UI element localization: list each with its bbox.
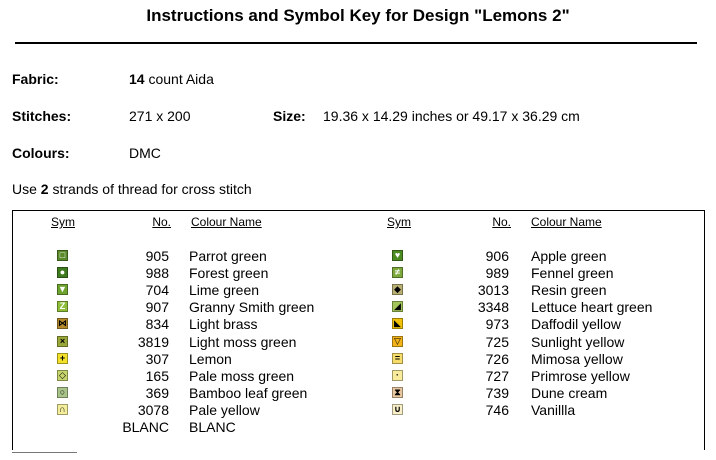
- thread-number: 704: [145, 282, 169, 299]
- page-bottom-rule: [12, 452, 77, 453]
- size-label: Size:: [273, 108, 306, 124]
- thread-number: 726: [485, 350, 509, 367]
- header-sym-right: Sym: [387, 215, 411, 229]
- colour-name: Light brass: [189, 316, 258, 333]
- stitch-symbol-icon: ○: [57, 387, 68, 398]
- stitch-symbol-icon: ♥: [392, 250, 403, 261]
- stitch-symbol-icon: ◢: [392, 301, 403, 312]
- symbol-key-row: [13, 385, 704, 402]
- colour-name: Lemon: [189, 350, 232, 367]
- colour-name: Light moss green: [189, 333, 297, 350]
- header-no-right: No.: [492, 215, 511, 229]
- colour-name: Fennel green: [531, 265, 614, 282]
- colour-name: Granny Smith green: [189, 299, 315, 316]
- fabric-value: [129, 71, 214, 87]
- symbol-key-row: [13, 368, 704, 385]
- stitch-symbol-icon: ⧗: [392, 387, 403, 398]
- stitch-symbol-icon: ◆: [392, 284, 403, 295]
- instruction-prefix: Use: [12, 181, 41, 197]
- size-value: 19.36 x 14.29 inches or 49.17 x 36.29 cm: [323, 108, 580, 124]
- colour-name: Primrose yellow: [531, 367, 630, 384]
- symbol-key-row: [13, 419, 704, 436]
- colour-name: Parrot green: [189, 248, 267, 264]
- header-no-left: No.: [152, 215, 171, 229]
- stitch-symbol-icon: ≠: [392, 267, 403, 278]
- thread-number: 988: [145, 265, 169, 282]
- thread-number: 3013: [477, 282, 509, 299]
- stitch-symbol-icon: ∩: [57, 404, 68, 415]
- colour-name: Vanillla: [531, 401, 576, 418]
- colour-name: Lime green: [189, 282, 260, 299]
- stitch-symbol-icon: □: [57, 250, 68, 261]
- symbol-key-row: [13, 248, 704, 265]
- document-title: Instructions and Symbol Key for Design "Lemons 2": [146, 6, 570, 25]
- symbol-key-row: [13, 402, 704, 419]
- fabric-count: 14: [129, 71, 145, 87]
- colour-name: Forest green: [189, 265, 269, 282]
- stitches-value: 271 x 200: [129, 108, 191, 124]
- stitch-symbol-icon: ●: [57, 267, 68, 278]
- thread-number: 746: [485, 401, 509, 418]
- stitch-symbol-icon: ◇: [57, 370, 68, 381]
- colour-name: BLANC: [189, 419, 236, 435]
- fabric-label: Fabric:: [12, 71, 59, 87]
- symbol-key-row: [13, 299, 704, 316]
- stitch-symbol-icon: ·: [392, 370, 403, 381]
- thread-number: 907: [145, 299, 169, 316]
- thread-number: 369: [145, 384, 169, 401]
- instruction-suffix: strands of thread for cross stitch: [48, 181, 252, 197]
- colour-name: Sunlight yellow: [531, 333, 625, 350]
- thread-number: 3078: [137, 401, 169, 418]
- title-divider: [15, 42, 697, 44]
- thread-number: 906: [485, 248, 509, 264]
- colour-name: Mimosa yellow: [531, 350, 623, 367]
- symbol-key-row: [13, 351, 704, 368]
- stitches-label: Stitches:: [12, 108, 72, 124]
- thread-number: BLANC: [122, 419, 169, 435]
- instruction-text: [12, 181, 252, 197]
- thread-number: 834: [145, 316, 169, 333]
- stitch-symbol-icon: +: [57, 353, 68, 364]
- thread-number: 905: [145, 248, 169, 264]
- fabric-type: count Aida: [144, 71, 214, 87]
- header-colour-name-left: Colour Name: [191, 215, 262, 229]
- header-colour-name-right: Colour Name: [531, 215, 602, 229]
- colour-name: Pale moss green: [189, 367, 295, 384]
- thread-number: 739: [485, 384, 509, 401]
- colour-name: Resin green: [531, 282, 607, 299]
- symbol-key-table: [12, 210, 705, 450]
- stitch-symbol-icon: ⋈: [58, 318, 67, 329]
- thread-number: 165: [145, 367, 169, 384]
- stitch-symbol-icon: =: [392, 353, 403, 364]
- colours-label: Colours:: [12, 145, 70, 161]
- colour-name: Pale yellow: [189, 401, 260, 418]
- colour-name: Lettuce heart green: [531, 299, 653, 316]
- stitch-symbol-icon: ×: [57, 336, 68, 347]
- stitch-symbol-icon: Z: [57, 301, 68, 312]
- colour-name: Dune cream: [531, 384, 608, 401]
- symbol-key-row: [13, 334, 704, 351]
- header-sym-left: Sym: [51, 215, 75, 229]
- thread-number: 973: [485, 316, 509, 333]
- symbol-key-row: [13, 282, 704, 299]
- stitch-symbol-icon: ▼: [58, 284, 67, 295]
- strand-count: 2: [40, 181, 49, 197]
- stitch-symbol-icon: ∪: [393, 403, 402, 414]
- thread-number: 307: [145, 350, 169, 367]
- stitch-symbol-icon: ◣: [392, 318, 403, 329]
- colour-name: Apple green: [531, 248, 607, 264]
- stitch-symbol-icon: ▽: [392, 336, 403, 347]
- thread-number: 3819: [137, 333, 169, 350]
- colours-value: DMC: [129, 145, 161, 161]
- symbol-key-row: [13, 265, 704, 282]
- colour-name: Daffodil yellow: [531, 316, 622, 333]
- thread-number: 727: [485, 367, 509, 384]
- thread-number: 989: [485, 265, 509, 282]
- symbol-key-row: [13, 316, 704, 333]
- thread-number: 3348: [477, 299, 509, 316]
- colour-name: Bamboo leaf green: [189, 384, 308, 401]
- thread-number: 725: [485, 333, 509, 350]
